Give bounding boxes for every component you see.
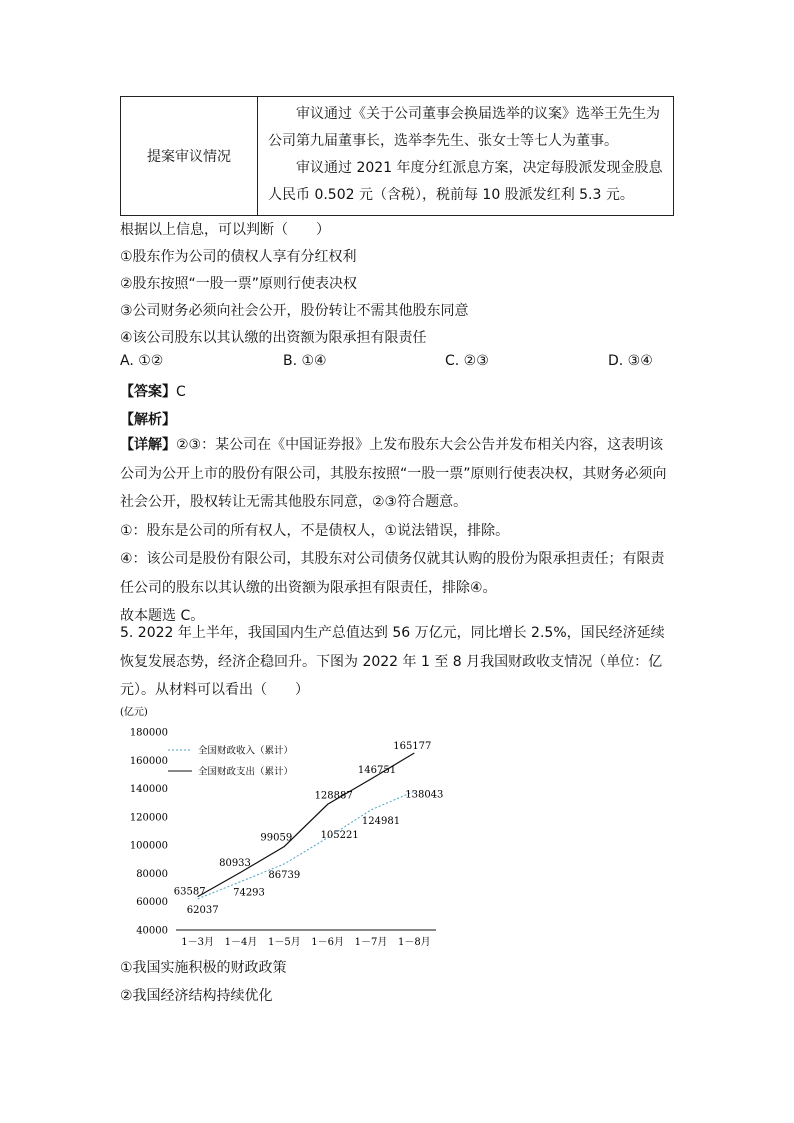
revenue-data-label: 86739 [268,869,301,881]
option-c: C. ②③ [445,353,489,369]
y-tick-label: 140000 [129,784,168,796]
q5-statement-2: ②我国经济结构持续优化 [120,988,273,1004]
y-tick-label: 40000 [136,925,168,937]
expenditure-data-label: 165177 [393,740,432,752]
x-tick-label: 1－4月 [224,937,258,948]
revenue-data-label: 62037 [186,904,219,916]
detail-tag: 【详解】 [120,437,176,453]
option-b: B. ①④ [283,353,327,369]
revenue-data-label: 105221 [320,829,359,841]
revenue-data-label: 138043 [405,789,444,801]
question-5-stem: 5. 2022 年上半年，我国国内生产总值达到 56 万亿元，同比增长 2.5%，国民经济延续恢复发展态势，经济企稳回升。下图为 2022 年 1 至 8 月我国财政收支情况（单位：亿元）。从材料可以看出（ ） [120,625,665,698]
statement-2: ②股东按照“一股一票”原则行使表决权 [120,276,358,292]
x-tick-label: 1－5月 [267,937,301,948]
table-row-label: 提案审议情况 [121,97,258,215]
x-tick-label: 1－8月 [397,937,431,948]
option-a: A. ①② [120,353,164,369]
table-paragraph-dividend: 审议通过 2021 年度分红派息方案，决定每股派发现金股息人民币 0.502 元（含税），税前每 10 股派发红利 5.3 元。 [268,160,663,203]
expenditure-data-label: 99059 [260,832,293,844]
option-d: D. ③④ [608,353,653,369]
revenue-data-label: 74293 [233,887,265,899]
statement-4: ④该公司股东以其认缴的出资额为限承担有限责任 [120,330,427,346]
answer-line [120,381,186,401]
statement-1: ①股东作为公司的债权人享有分红权利 [120,249,357,265]
legend-expenditure-label: 全国财政支出（累计） [198,766,294,778]
answer-tag: 【答案】 [120,384,176,400]
y-tick-label: 160000 [129,755,168,767]
table-paragraph-board: 审议通过《关于公司董事会换届选举的议案》选举王先生为公司第九届董事长，选举李先生、张女士等七人为董事。 [268,106,660,149]
y-tick-label: 180000 [129,727,168,739]
expenditure-data-label: 63587 [173,886,206,898]
y-tick-label: 120000 [129,812,168,824]
x-tick-label: 1－3月 [181,937,215,948]
conclusion: 故本题选 C。 [120,608,205,624]
question-prompt: 根据以上信息，可以判断（ ） [120,222,330,238]
detail-text: ②③：某公司在《中国证券报》上发布股东大会公告并发布相关内容，这表明该公司为公开上市的股份有限公司，其股东按照“一股一票”原则行使表决权，其财务必须向社会公开，股权转让无需其他股东同意，②③符合题意。 [120,437,667,510]
note-statement-1: ①：股东是公司的所有权人，不是债权人，①说法错误，排除。 [120,522,510,539]
legend-revenue-label: 全国财政收入（累计） [198,745,294,757]
revenue-data-label: 124981 [361,815,401,827]
statement-3: ③公司财务必须向社会公开，股份转让不需其他股东同意 [120,303,469,319]
y-tick-label: 80000 [136,868,168,880]
fiscal-line-chart [118,700,448,952]
y-axis-title: (亿元) [120,707,148,718]
x-tick-label: 1－6月 [311,937,345,948]
table-row-content [258,97,673,215]
x-tick-label: 1－7月 [354,937,388,948]
analysis-body [120,431,674,631]
expenditure-data-label: 146751 [357,765,397,777]
y-tick-label: 100000 [129,840,168,852]
answer-value: C [176,384,186,400]
q5-statement-1: ①我国实施积极的财政政策 [120,960,287,976]
expenditure-data-label: 128887 [314,790,353,802]
detail-paragraph [120,431,674,517]
expenditure-data-label: 80933 [219,858,251,870]
analysis-tag: 【解析】 [120,412,176,428]
proposal-table [120,96,674,216]
note-statement-4: ④：该公司是股份有限公司，其股东对公司债务仅就其认购的股份为限承担责任；有限责任公司的股东以其认缴的出资额为限承担有限责任，排除④。 [120,551,665,596]
y-tick-label: 60000 [136,897,168,909]
revenue-series-line [198,791,415,898]
